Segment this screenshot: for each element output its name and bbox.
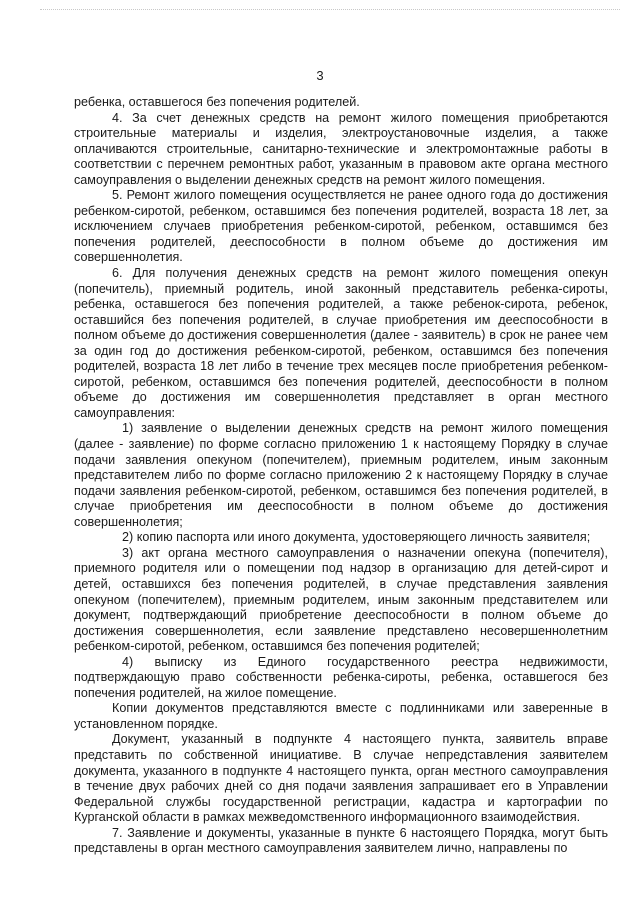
paragraph: 6. Для получения денежных средств на ремонт жилого помещения опекун (попечитель), приемный родитель, иной законный представитель ребенка-сироты, ребенка, оставшегося без попечения родителей, а также ребенок-сирота, ребенок, оставшийся без попечения родителей, в случае приобретения им дееспособности в полном объеме до достижения совершеннолетия (далее - заявитель) в срок не ранее чем за один год до достижения ребенком-сиротой, ребенком, оставшимся без попечения родителей, возраста 18 лет либо в течение трех месяцев после приобретения ребенком-сиротой, ребенком, оставшимся без попечения родителей, дееспособности в полном объеме до достижения им совершеннолетия представляет в орган местного самоуправления: [74, 266, 608, 420]
paragraph: Копии документов представляются вместе с подлинниками или заверенные в установленном порядке. [74, 701, 608, 731]
list-item: 1) заявление о выделении денежных средств на ремонт жилого помещения (далее - заявление) по форме согласно приложению 1 к настоящему Порядку в случае подачи заявления опекуном (попечителем), приемным родителем, иным законным представителем либо по форме согласно приложению 2 к настоящему Порядку в случае подачи заявления ребенком-сиротой, ребенком, оставшимся без попечения родителей, в случае приобретения им дееспособности в полном объеме до достижения совершеннолетия; [74, 421, 608, 529]
list-item: 2) копию паспорта или иного документа, удостоверяющего личность заявителя; [122, 530, 591, 545]
paragraph: Документ, указанный в подпункте 4 настоящего пункта, заявитель вправе представить по собственной инициативе. В случае непредставления заявителем документа, указанного в подпункте 4 настоящего пункта, орган местного самоуправления в течение двух рабочих дней со дня подачи заявления запрашивает его в Управлении Федеральной службы государственной регистрации, кадастра и картографии по Курганской области в рамках межведомственного информационного взаимодействия. [74, 732, 608, 825]
paragraph: 5. Ремонт жилого помещения осуществляется не ранее одного года до достижения ребенком-сиротой, ребенком, оставшимся без попечения родителей, возраста 18 лет, за исключением случаев приобретения ребенком-сиротой, ребенком, оставшимся без попечения родителей, дееспособности в полном объеме до достижения им совершеннолетия. [74, 188, 608, 265]
page-number: 3 [316, 68, 324, 83]
paragraph: ребенка, оставшегося без попечения родителей. [74, 95, 360, 109]
paragraph: 7. Заявление и документы, указанные в пункте 6 настоящего Порядка, могут быть представлены в орган местного самоуправления заявителем лично, направлены по [74, 825, 608, 856]
scan-edge-artifact [40, 9, 620, 11]
paragraph: 4. За счет денежных средств на ремонт жилого помещения приобретаются строительные материалы и изделия, электроустановочные изделия, а также оплачиваются строительные, санитарно-технические и электромонтажные работы в соответствии с перечнем ремонтных работ, указанным в правовом акте органа местного самоуправления о выделении денежных средств на ремонт жилого помещения. [74, 110, 608, 187]
list-item: 4) выписку из Единого государственного реестра недвижимости, подтверждающую право собственности ребенка-сироты, ребенка, оставшегося без попечения родителей, на жилое помещение. [74, 654, 608, 700]
document-body [74, 95, 608, 857]
list-item: 3) акт органа местного самоуправления о назначении опекуна (попечителя), приемного родителя или о помещении под надзор в организацию для детей-сирот и детей, оставшихся без попечения родителей, в случае представления заявления опекуном (попечителем), приемным родителем, иным законным представителем или документ, подтверждающий приобретение дееспособности в полном объеме до достижения совершеннолетия, если заявление представлено несовершеннолетним ребенком-сиротой, ребенком, оставшимся без попечения родителей; [74, 545, 608, 654]
